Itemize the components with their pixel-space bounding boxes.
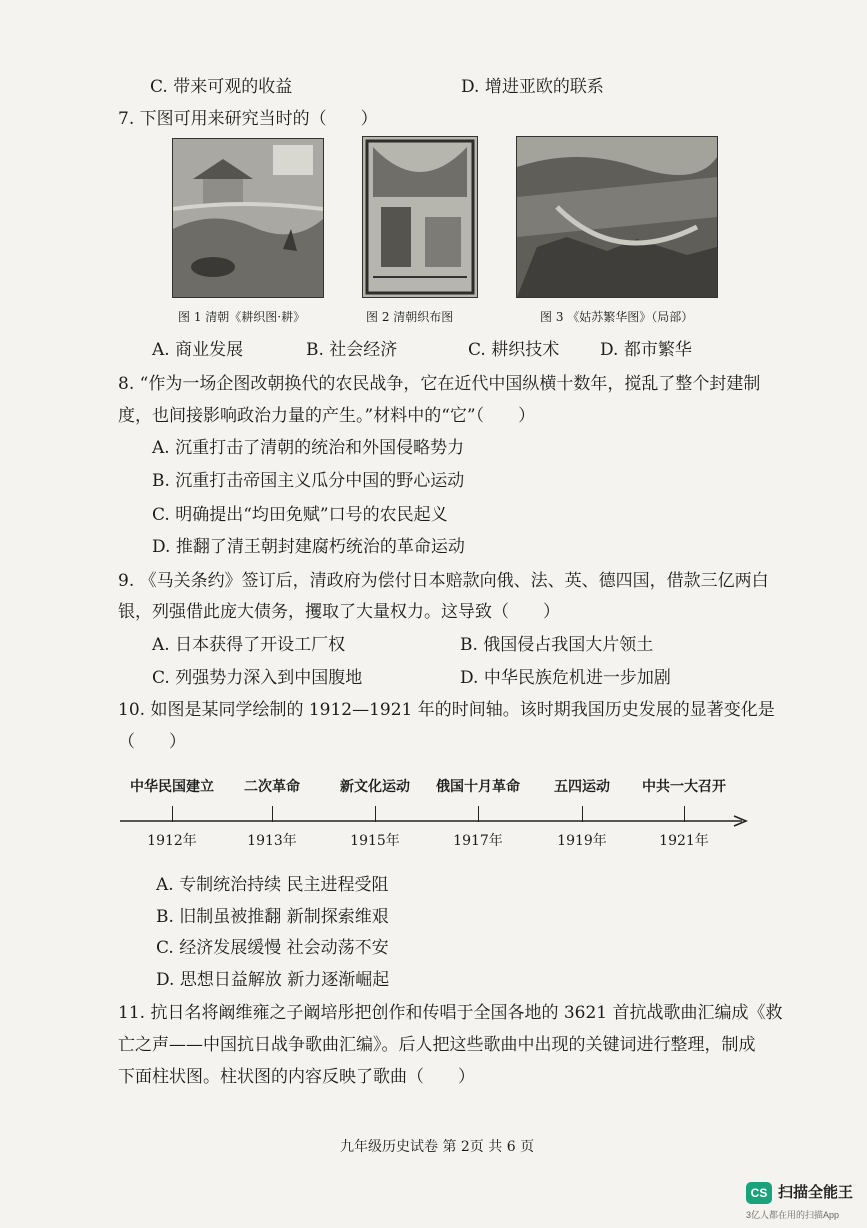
figure-3-caption: 图 3 《姑苏繁华图》（局部） (540, 310, 694, 324)
timeline-event: 俄国十月革命 (436, 779, 520, 795)
timeline-year: 1917年 (453, 833, 503, 849)
q10-option-d: D. 思想日益解放 新力逐渐崛起 (156, 970, 390, 990)
q8-stem-line2: 度，也间接影响政治力量的产生。”材料中的“它”（ ） (118, 406, 536, 426)
timeline-event: 中共一大召开 (642, 779, 726, 795)
figure-2-caption: 图 2 清朝织布图 (366, 310, 454, 324)
q9-option-d: D. 中华民族危机进一步加剧 (460, 668, 671, 688)
q9-option-c: C. 列强势力深入到中国腹地 (152, 668, 363, 688)
q7-option-c: C. 耕织技术 (468, 340, 560, 360)
timeline-event: 五四运动 (554, 779, 610, 795)
page-footer: 九年级历史试卷 第 2页 共 6 页 (340, 1139, 535, 1155)
q9-option-b: B. 俄国侵占我国大片领土 (460, 635, 654, 655)
q9-option-a: A. 日本获得了开设工厂权 (152, 635, 346, 655)
timeline-year: 1913年 (247, 833, 297, 849)
q6-option-d: D. 增进亚欧的联系 (461, 77, 604, 97)
q7-option-a: A. 商业发展 (152, 340, 244, 360)
q8-option-c: C. 明确提出“均田免赋”口号的农民起义 (152, 505, 448, 525)
scanner-app-name: 扫描全能王 (778, 1184, 854, 1201)
scanner-watermark (742, 1180, 862, 1224)
timeline-year: 1921年 (659, 833, 709, 849)
scanner-logo-icon: CS (746, 1182, 772, 1204)
q7-stem: 7. 下图可用来研究当时的（ ） (118, 109, 378, 129)
figure-1-caption: 图 1 清朝《耕织图·耕》 (178, 310, 306, 324)
q10-option-c: C. 经济发展缓慢 社会动荡不安 (156, 938, 389, 958)
q7-option-d: D. 都市繁华 (600, 340, 692, 360)
scanner-tagline: 3亿人都在用的扫描App (746, 1210, 840, 1220)
figure-1-image (172, 138, 324, 298)
q10-stem-line2: （ ） (118, 732, 186, 752)
timeline-event: 新文化运动 (340, 779, 410, 795)
timeline-year: 1915年 (350, 833, 400, 849)
q10-option-a: A. 专制统治持续 民主进程受阻 (156, 875, 389, 895)
timeline-event: 二次革命 (244, 779, 300, 795)
timeline-axis-arrow (118, 814, 758, 828)
timeline-event: 中华民国建立 (130, 779, 214, 795)
q8-stem-line1: 8. “作为一场企图改朝换代的农民战争，它在近代中国纵横十数年，搅乱了整个封建制 (118, 374, 761, 394)
q11-stem-line1: 11. 抗日名将阚维雍之子阚培彤把创作和传唱于全国各地的 3621 首抗战歌曲汇编成《救 (118, 1003, 783, 1023)
q9-stem-line2: 银，列强借此庞大债务，攫取了大量权力。这导致（ ） (118, 602, 560, 622)
q10-option-b: B. 旧制虽被推翻 新制探索维艰 (156, 907, 389, 927)
timeline-year: 1912年 (147, 833, 197, 849)
figure-2-image (362, 136, 478, 298)
q9-stem-line1: 9. 《马关条约》签订后，清政府为偿付日本赔款向俄、法、英、德四国，借款三亿两白 (118, 571, 769, 591)
q10-stem-line1: 10. 如图是某同学绘制的 1912—1921 年的时间轴。该时期我国历史发展的显著变化是 (118, 700, 775, 720)
q6-option-c: C. 带来可观的收益 (150, 77, 293, 97)
q8-option-a: A. 沉重打击了清朝的统治和外国侵略势力 (152, 438, 465, 458)
q7-option-b: B. 社会经济 (306, 340, 398, 360)
q8-option-d: D. 推翻了清王朝封建腐朽统治的革命运动 (152, 537, 465, 557)
timeline-year: 1919年 (557, 833, 607, 849)
figure-3-image (516, 136, 718, 298)
q11-stem-line3: 下面柱状图。柱状图的内容反映了歌曲（ ） (118, 1067, 475, 1087)
q11-stem-line2: 亡之声——中国抗日战争歌曲汇编》。后人把这些歌曲中出现的关键词进行整理，制成 (118, 1035, 756, 1055)
q8-option-b: B. 沉重打击帝国主义瓜分中国的野心运动 (152, 471, 465, 491)
